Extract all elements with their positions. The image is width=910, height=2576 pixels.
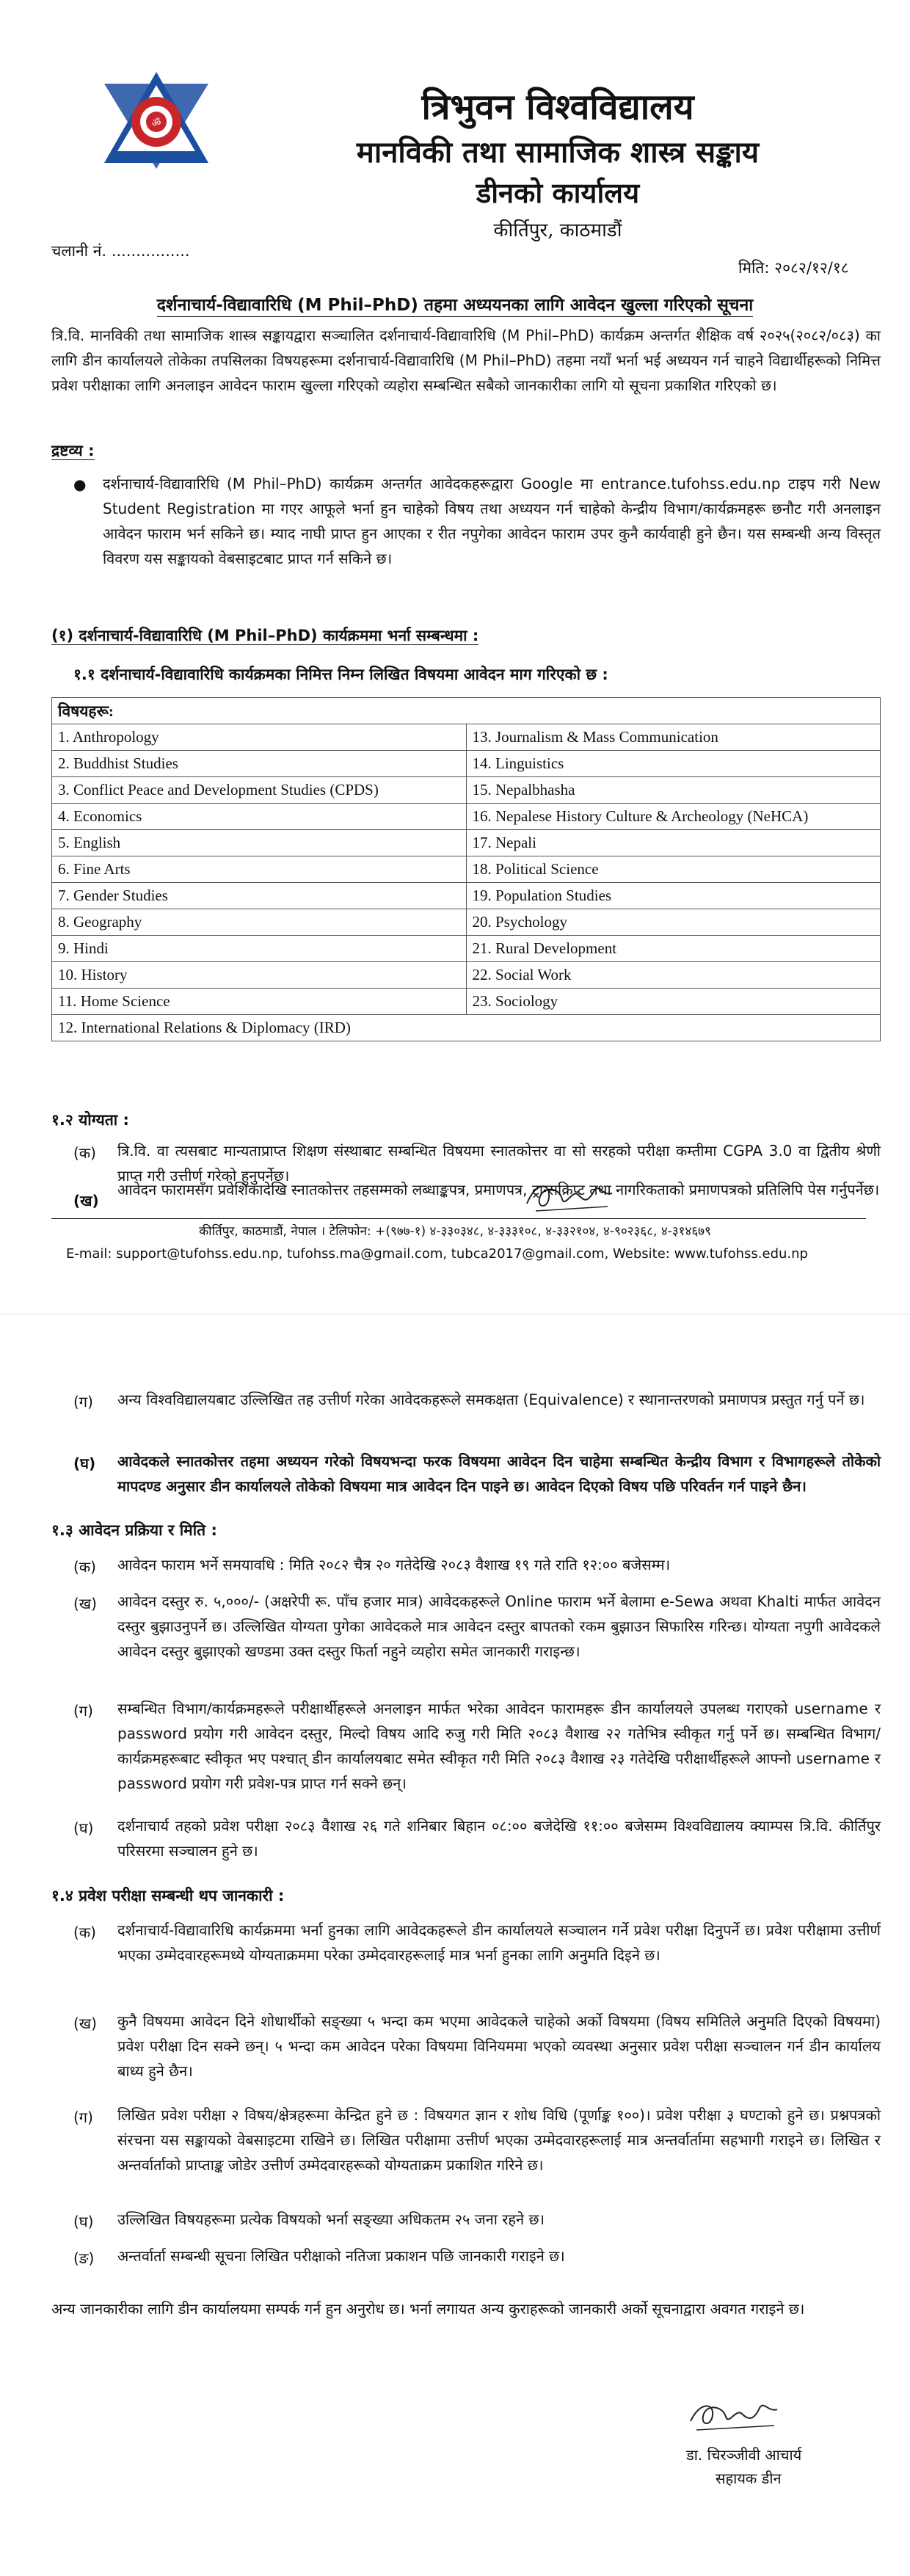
section1-title: (१) दर्शनाचार्य-विद्यावारिधि (M Phil–PhD) कार्यक्रममा भर्ना सम्बन्धमा :: [51, 627, 479, 644]
subject-cell: 1. Anthropology: [52, 724, 467, 751]
exam-ga: लिखित प्रवेश परीक्षा २ विषय/क्षेत्रहरूमा केन्द्रित हुने छ : विषयगत ज्ञान र शोध विधि (पूर्णाङ्क १००)। प्रवेश परीक्षा ३ घण्टाको हुने छ। प्रश्नपत्रको संरचना यस सङ्कायको वेबसाइटमा राखिने छ। लिखित परीक्षामा उत्तीर्ण भएका उम्मेदवारहरूलाई मात्र अन्तर्वार्तामा सहभागी गराइने छ। लिखित र अन्तर्वार्ताको प्राप्ताङ्क जोडेर उत्तीर्ण उम्मेदवारहरूको योग्यताक्रम प्रकाशित गरिने छ।: [117, 2106, 881, 2174]
section13-title: १.३ आवेदन प्रक्रिया र मिति :: [51, 1521, 217, 1539]
intro-paragraph: त्रि.वि. मानविकी तथा सामाजिक शास्त्र सङ्कायद्वारा सञ्चालित दर्शनाचार्य-विद्यावारिधि (M Phil–PhD) कार्यक्रम अन्तर्गत शैक्षिक वर्ष २०२५(२०८२/०८३) का लागि डीन कार्यालयले तोकेका तपसिलका विषयहरूमा दर्शनाचार्य-विद्यावारिधि (M Phil–PhD) तहमा नयाँ भर्ना भई अध्ययन गर्न चाहने विद्यार्थीहरूको निमित्त प्रवेश परीक्षाका लागि अनलाइन आवेदन फाराम खुल्ला गरिएको व्यहोरा सम्बन्धित सबैको जानकारीका लागि यो सूचना प्रकाशित गरिएको छ।: [51, 327, 881, 394]
subject-cell: 13. Journalism & Mass Communication: [466, 724, 881, 751]
subject-cell: 19. Population Studies: [466, 883, 881, 909]
closing-paragraph: अन्य जानकारीका लागि डीन कार्यालयमा सम्पर्क गर्न हुन अनुरोध छ। भर्ना लगायत अन्य कुराहरूको जानकारी अर्को सूचनाद्वारा अवगत गराइने छ।: [51, 2300, 805, 2318]
subject-cell: 10. History: [52, 962, 467, 989]
process-kha: आवेदन दस्तुर रु. ५,०००/- (अक्षरेपी रू. पाँच हजार मात्र) आवेदकहरूले Online फाराम भर्ने बेलामा e-Sewa अथवा Khalti मार्फत आवेदन दस्तुर बुझाउनुपर्ने छ। उल्लिखित योग्यता पुगेका आवेदकले मात्र आवेदन दस्तुर बापतको रकम बुझाउन सिफारिस गरिन्छ। योग्यता नपुगी आवेदकले आवेदन दस्तुर बुझाएको खण्डमा उक्त दस्तुर फिर्ता नहुने व्यहोरा समेत जानकारी गराइन्छ।: [117, 1593, 881, 1660]
svg-text:ॐ: ॐ: [151, 117, 161, 129]
qualification-kha: आवेदन फारामसँग प्रवेशिकादेखि स्नातकोत्तर तहसम्मको लब्धाङ्कपत्र, प्रमाणपत्र, ट्रान्सक्रिप्ट तथा नागरिकताको प्रमाणपत्रको प्रतिलिपि पेस गर्नुपर्नेछ।: [117, 1181, 880, 1198]
reference-number: चलानी नं. ................: [51, 242, 190, 260]
table-row: [52, 777, 881, 804]
signature-icon: [686, 2393, 782, 2437]
notice-page-2: [0, 1314, 910, 2576]
footer-email: E-mail: support@tufohss.edu.np, tufohss.ma@gmail.com, tubca2017@gmail.com, Website: www.tufohss.edu.np: [66, 1246, 808, 1262]
subject-cell: 21. Rural Development: [466, 936, 881, 962]
notice-title: दर्शनाचार्य-विद्यावारिधि (M Phil–PhD) तहमा अध्ययनका लागि आवेदन खुल्ला गरिएको सूचना: [0, 292, 910, 316]
faculty-name: मानविकी तथा सामाजिक शास्त्र सङ्काय: [356, 135, 760, 170]
subject-cell: 3. Conflict Peace and Development Studies (CPDS): [52, 777, 467, 804]
process-ka: आवेदन फाराम भर्ने समयावधि : मिति २०८२ चैत्र २० गतेदेखि २०८३ वैशाख १९ गते राति १२:०० बजेसम्म।: [117, 1556, 671, 1573]
subject-cell: 17. Nepali: [466, 830, 881, 856]
subject-cell: 11. Home Science: [52, 989, 467, 1015]
subject-cell: 22. Social Work: [466, 962, 881, 989]
subject-cell: 23. Sociology: [466, 989, 881, 1015]
table-row: [52, 751, 881, 777]
section12-title: १.२ योग्यता :: [51, 1111, 129, 1129]
table-row: [52, 883, 881, 909]
subject-cell: 14. Linguistics: [466, 751, 881, 777]
qualification-kha-label: (ख): [73, 1192, 99, 1209]
process-gha: दर्शनाचार्य तहको प्रवेश परीक्षा २०८३ वैशाख २६ गते शनिबार बिहान ०८:०० बजेदेखि ११:०० बजेसम्म विश्वविद्यालय क्याम्पस त्रि.वि. कीर्तिपुर परिसरमा सञ्चालन हुने छ।: [117, 1817, 881, 1860]
note-paragraph: दर्शनाचार्य-विद्यावारिधि (M Phil–PhD) कार्यक्रम अन्तर्गत आवेदकहरूद्वारा Google मा entrance.tufohss.edu.np टाइप गरी New Student Registration मा गएर आफूले भर्ना हुन चाहेको विषय तथा अध्ययन गर्न चाहेको केन्द्रीय विभाग/कार्यक्रमहरू छनौट गरी अनलाइन आवेदन फाराम भर्न सकिने छ। म्याद नाघी प्राप्त हुन आएका र रीत नपुगेका आवेदन फाराम उपर कुनै कार्यवाही हुने छैन। यस सम्बन्धी अन्य विस्तृत विवरण यस सङ्कायको वेबसाइटबाट प्राप्त गर्न सकिने छ।: [103, 475, 881, 567]
exam-gha: उल्लिखित विषयहरूमा प्रत्येक विषयको भर्ना सङ्ख्या अधिकतम २५ जना रहने छ।: [117, 2211, 545, 2228]
subject-cell: 6. Fine Arts: [52, 856, 467, 883]
subject-cell: 2. Buddhist Studies: [52, 751, 467, 777]
subject-cell: 12. International Relations & Diplomacy (IRD): [52, 1015, 881, 1041]
subject-cell: 8. Geography: [52, 909, 467, 936]
subject-cell: 20. Psychology: [466, 909, 881, 936]
process-ga-label: (ग): [73, 1702, 93, 1720]
subject-cell: 5. English: [52, 830, 467, 856]
section11-title: १.१ दर्शनाचार्य-विद्यावारिधि कार्यक्रमका निमित्त निम्न लिखित विषयमा आवेदन माग गरिएको छ :: [73, 666, 608, 683]
qualification-ka: त्रि.वि. वा त्यसबाट मान्यताप्राप्त शिक्षण संस्थाबाट सम्बन्धित विषयमा स्नातकोत्तर वा सो सरहको परीक्षा कम्तीमा CGPA 3.0 वा द्वितीय श्रेणी प्राप्त गरी उत्तीर्ण गरेको हुनुपर्नेछ।: [117, 1142, 881, 1185]
exam-nga-label: (ङ): [73, 2249, 95, 2267]
process-ga: सम्बन्धित विभाग/कार्यक्रमहरूले परीक्षार्थीहरूले अनलाइन मार्फत भरेका आवेदन फारामहरू डीन कार्यालयले उपलब्ध गराएको username र password प्रयोग गरी आवेदन दस्तुर, मिल्दो विषय आदि रुजु गरी मिति २०८३ वैशाख २२ गतेभित्र स्वीकृत गर्नु पर्ने छ। सम्बन्धित विभाग/कार्यक्रमहरूबाट स्वीकृत भए पश्चात् डीन कार्यालयबाट समेत स्वीकृत गरी मिति २०८३ वैशाख २३ गतेदेखि परीक्षार्थीहरूले आफ्नो username र password प्रयोग गरी प्रवेश-पत्र प्राप्त गर्न सक्ने छन्।: [117, 1700, 881, 1792]
table-row: [52, 989, 881, 1015]
note-label: द्रष्टव्य :: [51, 442, 95, 459]
exam-gha-label: (घ): [73, 2213, 94, 2230]
subject-cell: 18. Political Science: [466, 856, 881, 883]
exam-nga: अन्तर्वार्ता सम्बन्धी सूचना लिखित परीक्षाको नतिजा प्रकाशन पछि जानकारी गराइने छ।: [117, 2247, 565, 2265]
notice-date: मिति: २०८२/१२/१८: [738, 259, 849, 277]
subject-cell: 4. Economics: [52, 804, 467, 830]
table-row: [52, 936, 881, 962]
table-row: [52, 909, 881, 936]
exam-ka: दर्शनाचार्य-विद्यावारिधि कार्यक्रममा भर्ना हुनका लागि आवेदकहरूले डीन कार्यालयले सञ्चालन गर्ने प्रवेश परीक्षा दिनुपर्ने छ। प्रवेश परीक्षामा उत्तीर्ण भएका उम्मेदवारहरूमध्ये योग्यताक्रममा परेका उम्मेदवारहरूलाई मात्र भर्ना हुनका लागि अनुमति दिइने छ।: [117, 1921, 881, 1964]
bullet-icon: ●: [73, 476, 87, 493]
section14-title: १.४ प्रवेश परीक्षा सम्बन्धी थप जानकारी :: [51, 1887, 285, 1904]
exam-kha-label: (ख): [73, 2015, 97, 2032]
office-location: कीर्तिपुर, काठमाडौं: [493, 219, 622, 241]
qualification-ga: अन्य विश्वविद्यालयबाट उल्लिखित तह उत्तीर्ण गरेका आवेदकहरूले समकक्षता (Equivalence) र स्थानान्तरणको प्रमाणपत्र प्रस्तुत गर्नु पर्ने छ।: [117, 1391, 865, 1408]
exam-ka-label: (क): [73, 1924, 96, 1941]
process-ka-label: (क): [73, 1558, 96, 1576]
qualification-gha-label: (घ): [73, 1455, 96, 1472]
table-row: [52, 1015, 881, 1041]
signatory-title: सहायक डीन: [716, 2470, 782, 2487]
table-row: [52, 804, 881, 830]
subject-cell: 7. Gender Studies: [52, 883, 467, 909]
process-gha-label: (घ): [73, 1819, 94, 1837]
qualification-ka-label: (क): [73, 1144, 96, 1162]
qualification-gha: आवेदकले स्नातकोत्तर तहमा अध्ययन गरेको विषयभन्दा फरक विषयमा आवेदन दिन चाहेमा सम्बन्धित केन्द्रीय विभाग र विभागहरूले तोकेको मापदण्ड अनुसार डीन कार्यालयले तोकेको विषयमा मात्र आवेदन दिन पाइने छ। आवेदन दिएको विषय पछि परिवर्तन गर्न पाइने छैन।: [117, 1452, 881, 1495]
table-row: [52, 962, 881, 989]
footer-divider: [51, 1218, 866, 1219]
subjects-header: विषयहरू:: [52, 698, 881, 724]
qualification-ga-label: (ग): [73, 1393, 93, 1411]
subject-cell: 16. Nepalese History Culture & Archeology (NeHCA): [466, 804, 881, 830]
university-name: त्रिभुवन विश्वविद्यालय: [421, 87, 694, 128]
subjects-table: [51, 697, 881, 1041]
table-row: [52, 830, 881, 856]
exam-ga-label: (ग): [73, 2109, 93, 2126]
process-kha-label: (ख): [73, 1595, 97, 1612]
table-row: [52, 724, 881, 751]
office-name: डीनको कार्यालय: [476, 176, 640, 209]
subject-cell: 15. Nepalbhasha: [466, 777, 881, 804]
exam-kha: कुनै विषयमा आवेदन दिने शोधार्थीको सङ्ख्या ५ भन्दा कम भएमा आवेदकले चाहेको अर्को विषयमा (विषय समितिले अनुमति दिएको विषयमा) प्रवेश परीक्षा दिन सक्ने छन्। ५ भन्दा कम आवेदन परेका विषयमा विनियममा भएको व्यवस्था अनुसार प्रवेश परीक्षा सञ्चालन गर्न डीन कार्यालय बाध्य हुने छैन।: [117, 2012, 881, 2080]
footer-address: कीर्तिपुर, काठमाडौं, नेपाल । टेलिफोन: +(९७७-१) ४-३३०३४८, ४-३३३१०८, ४-३३२१०४, ४-९०२३६८, ४-३१४६७९: [199, 1224, 711, 1239]
signatory-name: डा. चिरञ्जीवी आचार्य: [686, 2446, 802, 2464]
table-row: [52, 856, 881, 883]
subject-cell: 9. Hindi: [52, 936, 467, 962]
